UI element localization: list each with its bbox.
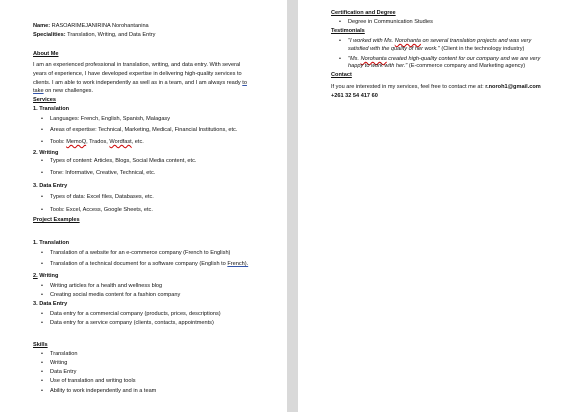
about-line-1: I am an experienced professional in translation, writing, and data entry. With several [33,62,241,68]
about-line-2: years of experience, I have developed expertise in delivering high-quality services to [33,71,242,77]
certification-degree: Degree in Communication Studies [348,19,433,25]
about-line-3-text: clients. I am able to work independently as well as in a team, and I am always ready [33,80,241,86]
project-data-entry-heading: 3. Data Entry [33,301,68,307]
project-translation-website: Translation of a website for an e-commerce company (French to English) [50,250,231,256]
skill-item: Use of translation and writing tools [50,378,136,384]
bullet-icon: • [41,194,43,200]
service-translation-areas: Areas of expertise: Technical, Marketing, Medical, Financial Institutions, etc. [50,127,238,133]
services-heading: Services [33,97,57,103]
tools-etc: , etc. [131,139,144,145]
contact-heading: Contact [331,72,352,78]
bullet-icon: • [41,170,43,176]
testimonial-1-open: "I worked with Ms. [348,38,394,44]
project-data-entry-service: Data entry for a service company (clients, contacts, appointments) [50,320,214,326]
bullet-icon: • [41,351,43,357]
specialities-value: Translation, Writing, and Data Entry [67,32,156,38]
bullet-icon: • [41,250,43,256]
service-data-entry-types: Types of data: Excel files, Databases, etc. [50,194,154,200]
service-translation-heading: 1. Translation [33,106,70,112]
about-heading: About Me [33,51,59,57]
specialities-label: Specialities: [33,32,66,38]
bullet-icon: • [41,292,43,298]
project-writing-title: Writing [39,273,59,279]
tool-wordfast: Wordfast [109,139,132,145]
certification-heading: Certification and Degree [331,10,396,16]
project-data-entry-commercial: Data entry for a commercial company (products, prices, descriptions) [50,311,221,317]
projects-heading: Project Examples [33,217,80,223]
about-line-3-to: to [242,80,247,86]
name-value: RASOARIMEJANIRINA Norohantanina [51,23,149,29]
about-line-4 [33,88,93,96]
about-line-4-text: on new challenges. [45,88,94,94]
testimonial-1-rest: on several translation projects and was very [422,38,532,44]
bullet-icon: • [41,261,43,267]
testimonial-1-name: Norohanta [394,38,421,44]
bullet-icon: • [41,388,43,394]
testimonials-heading: Testimonials [331,28,365,34]
testimonial-2-name: Norohanta [360,56,387,62]
about-line-4-take: take [33,88,44,94]
skill-item: Ability to work independently and in a team [50,388,157,394]
project-writing-heading [33,273,58,281]
project-writing-number: 2. [33,273,38,279]
testimonial-2-line-2 [348,63,525,71]
bullet-icon: • [41,369,43,375]
skill-item: Writing [50,360,68,366]
document-page-left[interactable] [0,0,287,412]
testimonial-1-line-1 [348,38,531,46]
testimonial-1-source: (Client in the technology industry) [441,46,525,52]
testimonial-1-quote-end: satisfied with the quality of her work." [348,46,440,52]
tools-sep: , Trados, [86,139,108,145]
bullet-icon: • [41,311,43,317]
service-writing-heading: 2. Writing [33,150,59,156]
project-translation-heading: 1. Translation [33,240,70,246]
bullet-icon: • [41,283,43,289]
tools-label: Tools: [50,139,65,145]
bullet-icon: • [41,360,43,366]
bullet-icon: • [339,38,341,44]
contact-email[interactable]: r.noroh1@gmail.com [485,84,541,90]
service-translation-tools [50,139,144,147]
service-writing-types: Types of content: Articles, Blogs, Social Media content, etc. [50,158,197,164]
contact-text: If you are interested in my services, feel free to contact me at: [331,84,484,90]
testimonial-2-source: (E-commerce company and Marketing agency) [408,63,526,69]
bullet-icon: • [339,19,341,25]
document-page-right[interactable] [298,0,588,412]
specialities-line [33,32,155,40]
service-translation-languages: Languages: French, English, Spanish, Malagasy [50,116,171,122]
service-data-entry-heading: 3. Data Entry [33,183,68,189]
service-writing-tone: Tone: Informative, Creative, Technical, etc. [50,170,156,176]
skill-item: Data Entry [50,369,77,375]
service-data-entry-tools: Tools: Excel, Access, Google Sheets, etc. [50,207,153,213]
tool-memoq: MemoQ [66,139,87,145]
skills-heading: Skills [33,342,48,348]
bullet-icon: • [41,127,43,133]
bullet-icon: • [41,320,43,326]
skill-item: Translation [50,351,78,357]
project-translation-technical-french: French). [227,261,249,267]
name-line [33,23,149,31]
bullet-icon: • [41,116,43,122]
project-writing-social: Creating social media content for a fashion company [50,292,181,298]
testimonial-2-open: "Ms. [348,56,359,62]
about-line-3 [33,80,247,88]
bullet-icon: • [41,207,43,213]
testimonial-2-rest: created high-quality content for our company and we are very [388,56,541,62]
project-translation-technical-text: Translation of a technical document for a software company (English to [50,261,226,267]
bullet-icon: • [41,378,43,384]
bullet-icon: • [339,56,341,62]
bullet-icon: • [41,158,43,164]
contact-phone: +261 32 54 417 60 [331,93,378,99]
name-label: Name: [33,23,51,29]
project-writing-articles: Writing articles for a health and wellness blog [50,283,163,289]
testimonial-1-line-2 [348,46,524,54]
contact-line [331,84,541,92]
bullet-icon: • [41,139,43,145]
testimonial-2-quote-end: happy to work with her." [348,63,408,69]
project-translation-technical [50,261,248,269]
